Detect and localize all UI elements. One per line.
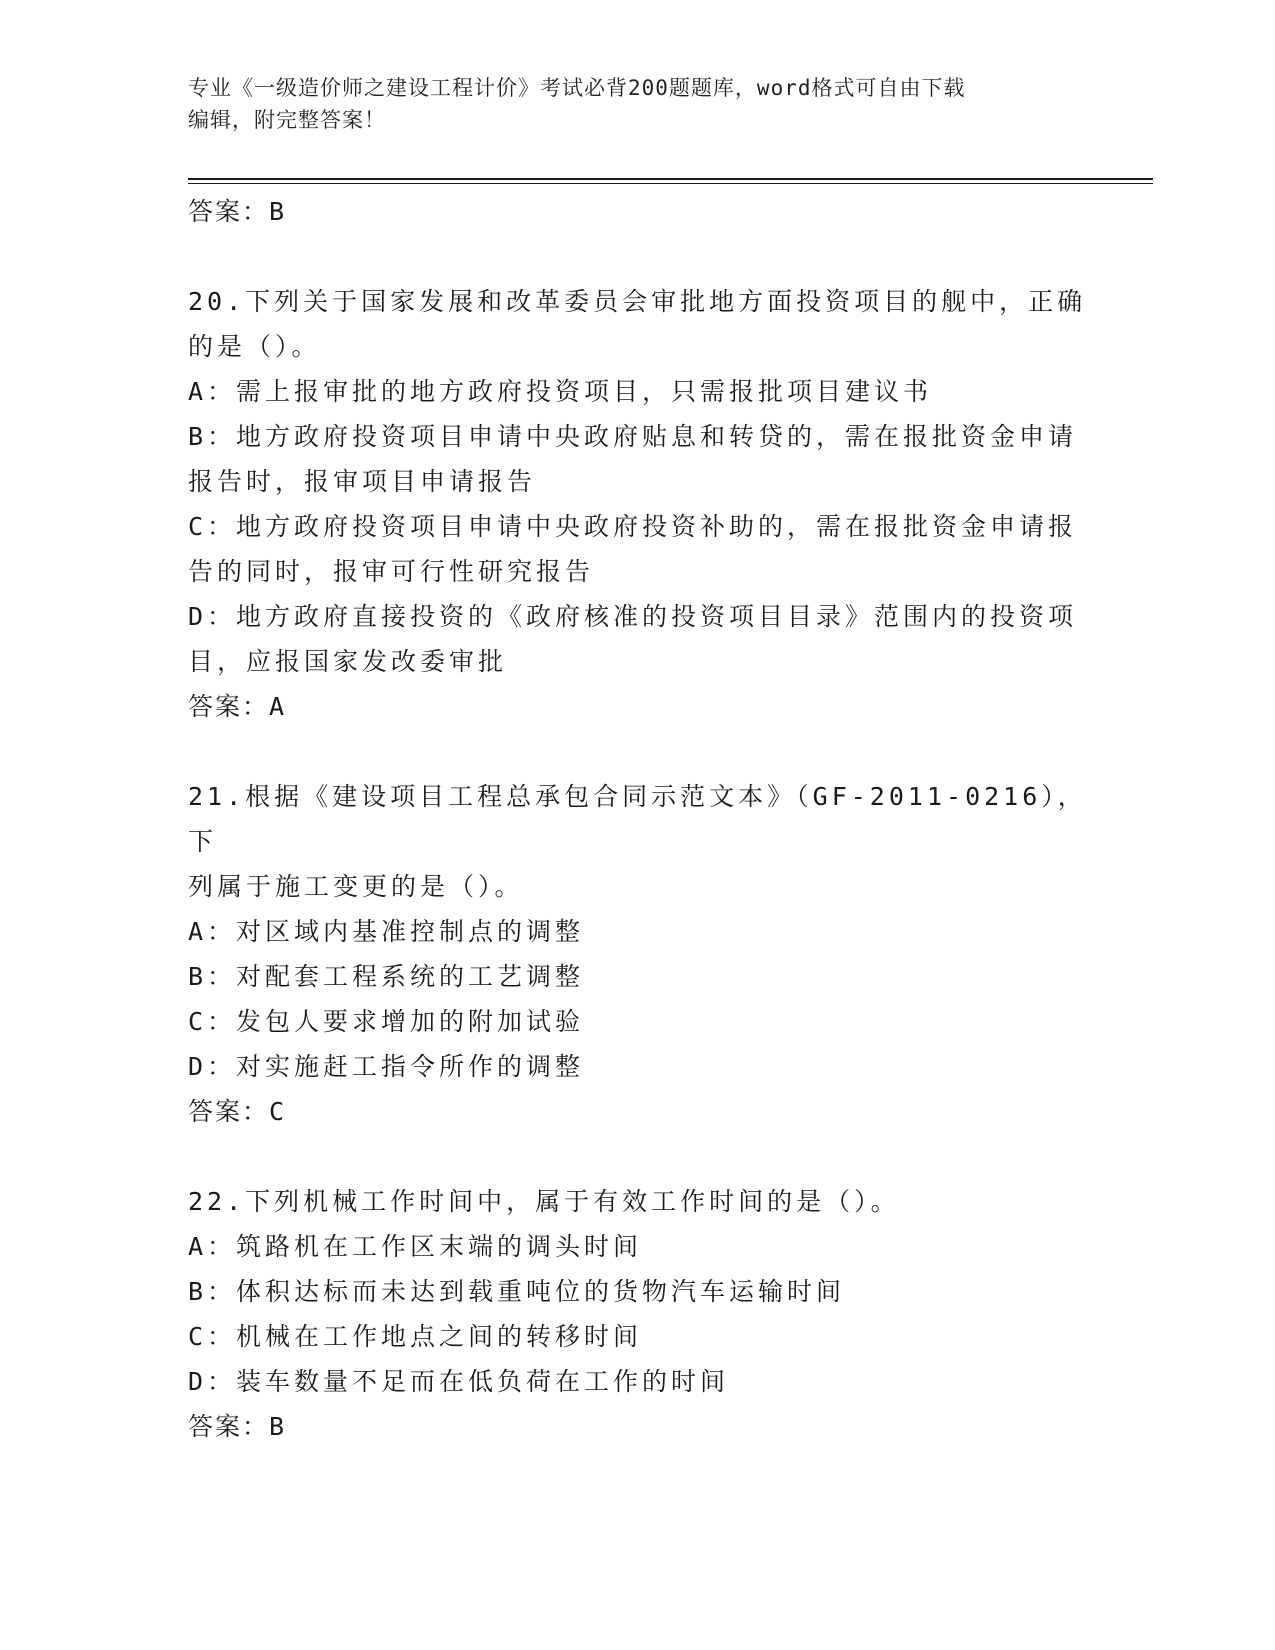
header-divider-thin xyxy=(188,183,1153,184)
option-b: B：地方政府投资项目申请中央政府贴息和转贷的，需在报批资金申请 xyxy=(188,422,1078,451)
question-block-22 xyxy=(188,1179,1088,1449)
header-title-line-2: 编辑，附完整答案！ xyxy=(188,108,386,132)
option-a: A：需上报审批的地方政府投资项目，只需报批项目建议书 xyxy=(188,377,933,406)
header-title-line-1: 专业《一级造价师之建设工程计价》考试必背200题题库，word格式可自由下载 xyxy=(188,76,966,100)
option-b: B：对配套工程系统的工艺调整 xyxy=(188,962,585,991)
option-d-continued: 目，应报国家发改委审批 xyxy=(188,647,508,676)
question-list xyxy=(188,189,1088,1449)
question-block-21 xyxy=(188,774,1088,1134)
question-block-20 xyxy=(188,279,1088,729)
answer-line: 答案：C xyxy=(188,1097,287,1126)
option-c: C：机械在工作地点之间的转移时间 xyxy=(188,1322,643,1351)
document-header xyxy=(188,72,1068,136)
option-c: C：发包人要求增加的附加试验 xyxy=(188,1007,585,1036)
block-spacer xyxy=(188,234,1088,279)
question-stem-line: 21.根据《建设项目工程总承包合同示范文本》（GF-2011-0216），下 xyxy=(188,782,1087,856)
option-c-continued: 告的同时，报审可行性研究报告 xyxy=(188,557,595,586)
answer-line: 答案：A xyxy=(188,692,287,721)
question-stem-line: 22.下列机械工作时间中，属于有效工作时间的是（）。 xyxy=(188,1187,900,1216)
option-a: A：对区域内基准控制点的调整 xyxy=(188,917,585,946)
option-b-continued: 报告时，报审项目申请报告 xyxy=(188,467,537,496)
option-d: D：装车数量不足而在低负荷在工作的时间 xyxy=(188,1367,730,1396)
option-c: C：地方政府投资项目申请中央政府投资补助的，需在报批资金申请报 xyxy=(188,512,1078,541)
question-stem-line: 的是（）。 xyxy=(188,332,321,361)
option-b: B：体积达标而未达到载重吨位的货物汽车运输时间 xyxy=(188,1277,846,1306)
answer-line: 答案：B xyxy=(188,1412,287,1441)
option-a: A：筑路机在工作区末端的调头时间 xyxy=(188,1232,643,1261)
block-spacer xyxy=(188,729,1088,774)
option-d: D：对实施赶工指令所作的调整 xyxy=(188,1052,585,1081)
block-spacer xyxy=(188,1134,1088,1179)
question-stem-line: 列属于施工变更的是（）。 xyxy=(188,872,524,901)
question-stem-line: 20.下列关于国家发展和改革委员会审批地方面投资项目的舰中，正确 xyxy=(188,287,1087,316)
header-divider-thick xyxy=(188,178,1153,180)
option-d: D：地方政府直接投资的《政府核准的投资项目目录》范围内的投资项 xyxy=(188,602,1078,631)
previous-answer: 答案：B xyxy=(188,197,287,226)
